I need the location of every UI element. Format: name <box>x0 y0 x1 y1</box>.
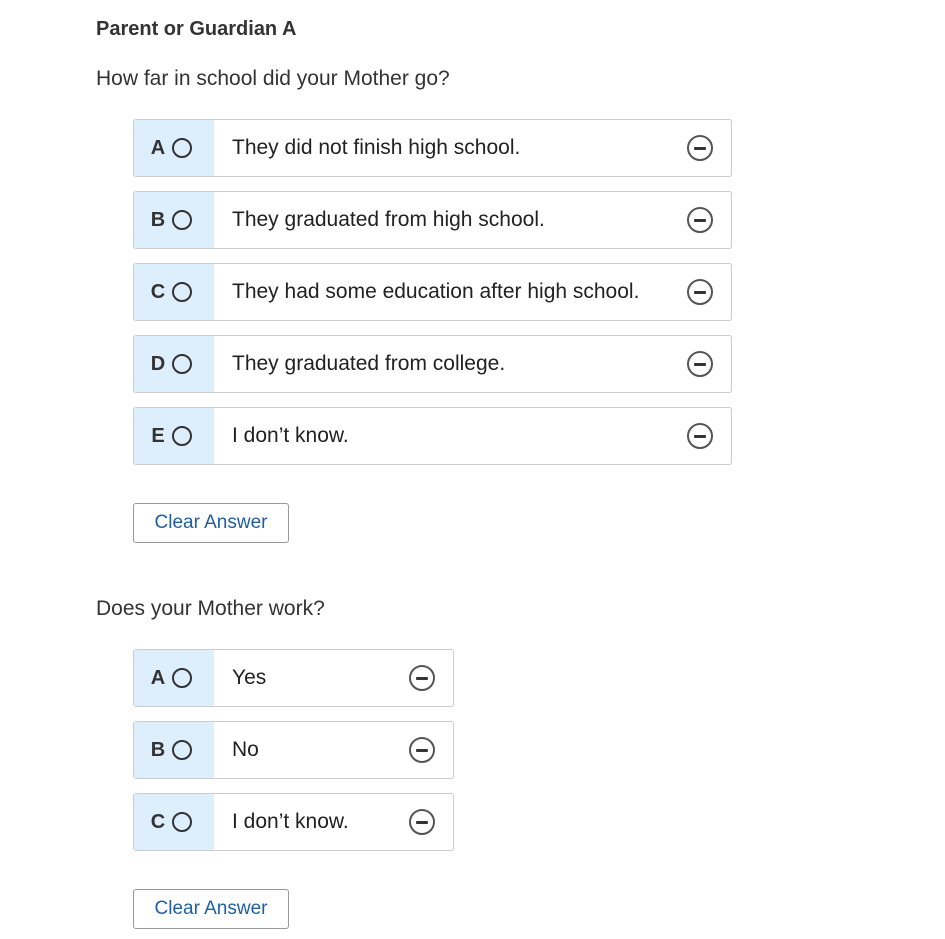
radio-empty-icon[interactable] <box>172 426 192 446</box>
q1-option-b[interactable] <box>133 191 732 249</box>
option-letter: A <box>150 666 166 689</box>
eliminate-minus-icon[interactable] <box>409 809 435 835</box>
eliminate-minus-icon[interactable] <box>409 737 435 763</box>
radio-empty-icon[interactable] <box>172 138 192 158</box>
q1-option-e[interactable] <box>133 407 732 465</box>
radio-empty-icon[interactable] <box>172 210 192 230</box>
eliminate-minus-icon[interactable] <box>687 207 713 233</box>
option-letter-box <box>134 650 214 706</box>
option-letter: E <box>151 424 165 447</box>
option-letter-box <box>134 794 214 850</box>
q1-option-c[interactable] <box>133 263 732 321</box>
radio-empty-icon[interactable] <box>172 740 192 760</box>
radio-empty-icon[interactable] <box>172 812 192 832</box>
q1-option-a[interactable] <box>133 119 732 177</box>
section-heading: Parent or Guardian A <box>96 18 297 40</box>
option-text: They graduated from college. <box>232 352 506 375</box>
option-letter: B <box>150 208 166 231</box>
clear-answer-button-2[interactable]: Clear Answer <box>133 889 289 929</box>
q1-option-d[interactable] <box>133 335 732 393</box>
clear-answer-button-1[interactable]: Clear Answer <box>133 503 289 543</box>
option-letter-box <box>134 264 214 320</box>
option-text: They graduated from high school. <box>232 208 545 231</box>
option-text: Yes <box>232 666 267 689</box>
option-letter-box <box>134 722 214 778</box>
option-letter-box <box>134 336 214 392</box>
option-text: They had some education after high school. <box>232 280 640 303</box>
option-letter: C <box>150 280 166 303</box>
eliminate-minus-icon[interactable] <box>687 279 713 305</box>
eliminate-minus-icon[interactable] <box>687 135 713 161</box>
question-1-options <box>133 119 732 479</box>
q2-option-b[interactable] <box>133 721 454 779</box>
option-text: No <box>232 738 259 761</box>
option-letter-box <box>134 120 214 176</box>
question-1-prompt: How far in school did your Mother go? <box>96 67 450 90</box>
eliminate-minus-icon[interactable] <box>409 665 435 691</box>
option-text: I don’t know. <box>232 810 349 833</box>
option-letter-box <box>134 408 214 464</box>
option-text: They did not finish high school. <box>232 136 521 159</box>
question-2-options <box>133 649 454 865</box>
option-letter: C <box>150 810 166 833</box>
radio-empty-icon[interactable] <box>172 282 192 302</box>
option-letter: B <box>150 738 166 761</box>
q2-option-a[interactable] <box>133 649 454 707</box>
eliminate-minus-icon[interactable] <box>687 351 713 377</box>
option-text: I don’t know. <box>232 424 349 447</box>
option-letter: D <box>150 352 166 375</box>
radio-empty-icon[interactable] <box>172 668 192 688</box>
radio-empty-icon[interactable] <box>172 354 192 374</box>
question-2-prompt: Does your Mother work? <box>96 597 325 620</box>
option-letter: A <box>150 136 166 159</box>
q2-option-c[interactable] <box>133 793 454 851</box>
eliminate-minus-icon[interactable] <box>687 423 713 449</box>
option-letter-box <box>134 192 214 248</box>
